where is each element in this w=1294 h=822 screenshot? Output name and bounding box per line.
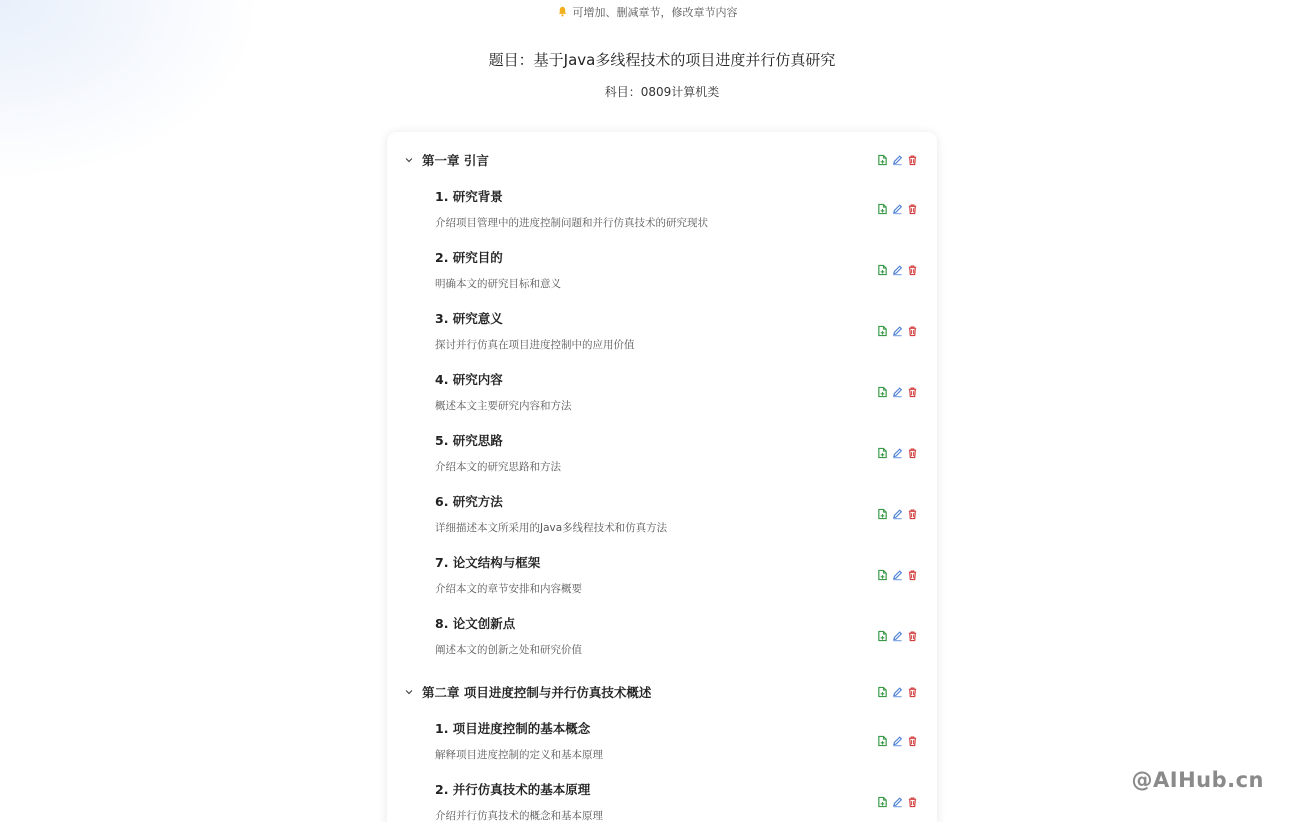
section-description: 探讨并行仿真在项目进度控制中的应用价值: [435, 339, 635, 351]
notice-text: 可增加、删减章节，修改章节内容: [572, 6, 738, 19]
trash-icon[interactable]: [907, 325, 918, 337]
chapter-header[interactable]: [387, 681, 937, 705]
section-title: 4. 研究内容: [435, 372, 503, 387]
trash-icon[interactable]: [907, 796, 918, 808]
watermark: @AIHub.cn: [1131, 768, 1264, 792]
section-description: 解释项目进度控制的定义和基本原理: [435, 749, 603, 761]
section-description: 明确本文的研究目标和意义: [435, 278, 561, 290]
section-title: 8. 论文创新点: [435, 616, 516, 631]
section-actions: [877, 264, 923, 276]
section-title: 2. 研究目的: [435, 250, 503, 265]
add-file-icon[interactable]: [877, 796, 888, 808]
pencil-icon[interactable]: [892, 796, 903, 808]
section-actions: [877, 630, 923, 642]
section-description: 介绍项目管理中的进度控制问题和并行仿真技术的研究现状: [435, 217, 708, 229]
trash-icon[interactable]: [907, 154, 918, 166]
section-description: 概述本文主要研究内容和方法: [435, 400, 572, 412]
trash-icon[interactable]: [907, 735, 918, 747]
section-description: 详细描述本文所采用的Java多线程技术和仿真方法: [435, 522, 668, 534]
pencil-icon[interactable]: [892, 630, 903, 642]
pencil-icon[interactable]: [892, 386, 903, 398]
page-title: 题目：基于Java多线程技术的项目进度并行仿真研究: [488, 51, 836, 69]
add-file-icon[interactable]: [877, 386, 888, 398]
bell-icon: [557, 6, 568, 17]
trash-icon[interactable]: [907, 203, 918, 215]
section-actions: [877, 386, 923, 398]
section-description: 介绍本文的研究思路和方法: [435, 461, 561, 473]
add-file-icon[interactable]: [877, 264, 888, 276]
trash-icon[interactable]: [907, 447, 918, 459]
pencil-icon[interactable]: [892, 325, 903, 337]
trash-icon[interactable]: [907, 569, 918, 581]
notice-bar: [0, 5, 1294, 21]
section-actions: [877, 508, 923, 520]
add-file-icon[interactable]: [877, 735, 888, 747]
add-file-icon[interactable]: [877, 203, 888, 215]
pencil-icon[interactable]: [892, 686, 903, 698]
add-file-icon[interactable]: [877, 630, 888, 642]
add-file-icon[interactable]: [877, 154, 888, 166]
section-title: 7. 论文结构与框架: [435, 555, 541, 570]
add-file-icon[interactable]: [877, 686, 888, 698]
add-file-icon[interactable]: [877, 569, 888, 581]
section-title: 1. 研究背景: [435, 189, 503, 204]
pencil-icon[interactable]: [892, 569, 903, 581]
section-title: 3. 研究意义: [435, 311, 503, 326]
chevron-down-icon[interactable]: [404, 687, 414, 697]
chapter-header[interactable]: [387, 149, 937, 173]
chapter-title: 第二章 项目进度控制与并行仿真技术概述: [422, 685, 652, 700]
pencil-icon[interactable]: [892, 264, 903, 276]
pencil-icon[interactable]: [892, 154, 903, 166]
chapter-actions: [877, 154, 923, 166]
section-actions: [877, 325, 923, 337]
chapter-actions: [877, 686, 923, 698]
pencil-icon[interactable]: [892, 203, 903, 215]
section-actions: [877, 735, 923, 747]
section-title: 1. 项目进度控制的基本概念: [435, 721, 591, 736]
section-title: 6. 研究方法: [435, 494, 503, 509]
section-actions: [877, 203, 923, 215]
pencil-icon[interactable]: [892, 735, 903, 747]
section-actions: [877, 447, 923, 459]
pencil-icon[interactable]: [892, 508, 903, 520]
add-file-icon[interactable]: [877, 508, 888, 520]
section-actions: [877, 569, 923, 581]
pencil-icon[interactable]: [892, 447, 903, 459]
trash-icon[interactable]: [907, 386, 918, 398]
section-actions: [877, 796, 923, 808]
section-description: 阐述本文的创新之处和研究价值: [435, 644, 582, 656]
outline-card: [387, 132, 937, 822]
chapter-title: 第一章 引言: [422, 153, 489, 168]
section-title: 2. 并行仿真技术的基本原理: [435, 782, 591, 797]
add-file-icon[interactable]: [877, 325, 888, 337]
trash-icon[interactable]: [907, 630, 918, 642]
trash-icon[interactable]: [907, 508, 918, 520]
section-title: 5. 研究思路: [435, 433, 503, 448]
section-description: 介绍并行仿真技术的概念和基本原理: [435, 810, 603, 822]
trash-icon[interactable]: [907, 686, 918, 698]
trash-icon[interactable]: [907, 264, 918, 276]
add-file-icon[interactable]: [877, 447, 888, 459]
subject-label: 科目：0809计算机类: [604, 85, 720, 99]
chevron-down-icon[interactable]: [404, 155, 414, 165]
section-description: 介绍本文的章节安排和内容概要: [435, 583, 582, 595]
